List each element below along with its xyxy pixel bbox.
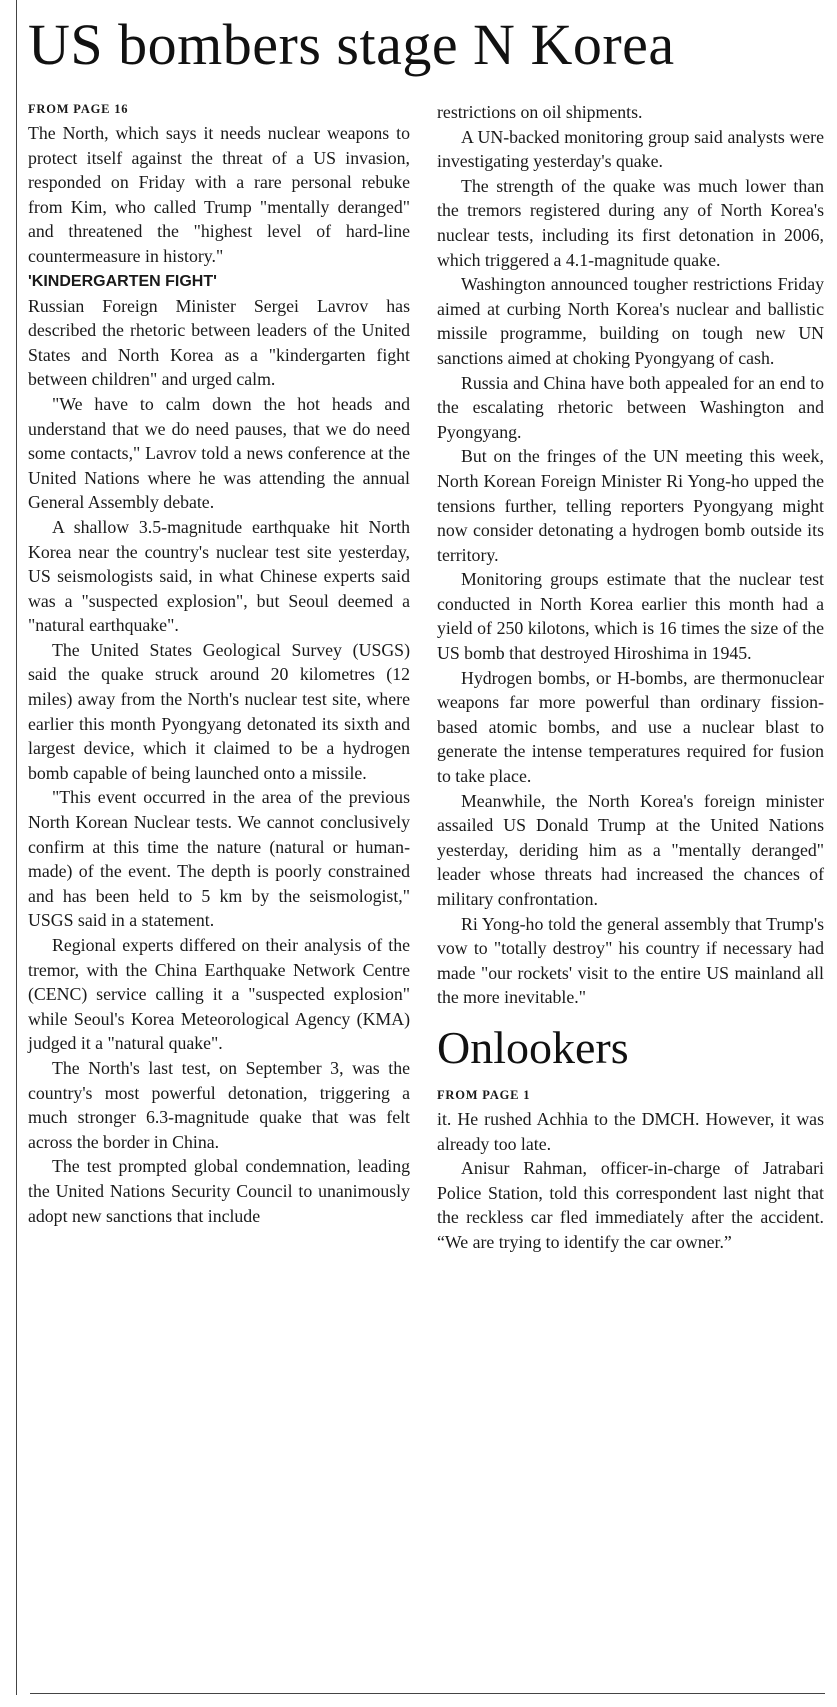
paragraph: Regional experts differed on their analysis of the tremor, with the China Earthquake Network Centre (CENC) service calling it a "suspected explosion" while Seoul's Korea Meteorological Agency (KMA) judged it a "natural quake". [28,935,410,1054]
from-page-label: FROM PAGE 16 [28,102,129,116]
paragraph: The test prompted global condemnation, leading the United Nations Security Council to unanimously adopt new sanctions that include [28,1156,410,1226]
paragraph: it. He rushed Achhia to the DMCH. However, it was already too late. [437,1108,824,1154]
from-page-label: FROM PAGE 1 [437,1087,531,1102]
paragraph: "We have to calm down the hot heads and understand that we do need pauses, that we do need some contacts," Lavrov told a news conference at the United Nations where he was attending the annual General Assembly debate. [28,393,410,513]
paragraph: Russian Foreign Minister Sergei Lavrov has described the rhetoric between leaders of the United States and North Korea as a "kindergarten fight between children" and urged calm. [28,295,410,390]
column-2 [437,100,824,1255]
paragraph: Meanwhile, the North Korea's foreign minister assailed US Donald Trump at the United Nations yesterday, deriding him as a "mentally deranged" leader whose threats had increased the chances of military confrontation. [437,790,824,909]
paragraph: A shallow 3.5-magnitude earthquake hit North Korea near the country's nuclear test site yesterday, US seismologists said, in what Chinese experts said was a "suspected explosion", but Seoul deemed a "natural earthquake". [28,516,410,636]
paragraph: Ri Yong-ho told the general assembly that Trump's vow to "totally destroy" his country if necessary had made "our rockets' visit to the entire US mainland all the more inevitable." [437,913,824,1008]
paragraph-continued: restrictions on oil shipments. [437,102,643,122]
paragraph: The United States Geological Survey (USGS) said the quake struck around 20 kilometres (12 miles) away from the North's nuclear test site, where earlier this month Pyongyang detonated its sixth and largest device, which it claimed to be a hydrogen bomb capable of being launched onto a missile. [28,639,410,783]
bottom-rule [30,1693,825,1694]
subheading: 'KINDERGARTEN FIGHT' [28,272,217,290]
paragraph: But on the fringes of the UN meeting this week, North Korean Foreign Minister Ri Yong-ho upped the tensions further, telling reporters Pyongyang might now consider detonating a hydrogen bomb outside its territory. [437,446,824,565]
headline: US bombers stage N Korea [28,12,675,77]
paragraph: Russia and China have both appealed for an end to the escalating rhetoric between Washington and Pyongyang. [437,372,824,442]
left-column-rule [16,0,17,1695]
second-headline: Onlookers [437,1021,629,1073]
paragraph: The strength of the quake was much lower than the tremors registered during any of North Korea's nuclear tests, including its first detonation in 2006, which triggered a 4.1-magnitude quake. [437,175,824,270]
column-1 [28,100,410,1228]
paragraph: A UN-backed monitoring group said analysts were investigating yesterday's quake. [437,126,824,172]
paragraph: The North's last test, on September 3, was the country's most powerful detonation, triggering a much stronger 6.3-magnitude quake that was felt across the border in China. [28,1057,410,1152]
paragraph: "This event occurred in the area of the previous North Korean Nuclear tests. We cannot conclusively confirm at this time the nature (natural or human-made) of the event. The depth is poorly constrained and has been held to 5 km by the seismologist," USGS said in a statement. [28,787,410,931]
paragraph: Monitoring groups estimate that the nuclear test conducted in North Korea earlier this month had a yield of 250 kilotons, which is 16 times the size of the US bomb that destroyed Hiroshima in 1945. [437,569,824,664]
paragraph: Washington announced tougher restrictions Friday aimed at curbing North Korea's nuclear and ballistic missile programme, building on tough new UN sanctions aimed at choking Pyongyang of cash. [437,274,824,368]
paragraph: Hydrogen bombs, or H-bombs, are thermonuclear weapons far more powerful than ordinary fission-based atomic bombs, and use a nuclear blast to generate the intense temperatures required for fusion to take place. [437,667,824,787]
paragraph: The North, which says it needs nuclear weapons to protect itself against the threat of a US invasion, responded on Friday with a rare personal rebuke from Kim, who called Trump "mentally deranged" and threatened the "highest level of hard-line countermeasure in history." [28,123,410,266]
paragraph: Anisur Rahman, officer-in-charge of Jatrabari Police Station, told this correspondent last night that the reckless car fled immediately after the accident. “We are trying to identify the car owner.” [437,1158,824,1252]
